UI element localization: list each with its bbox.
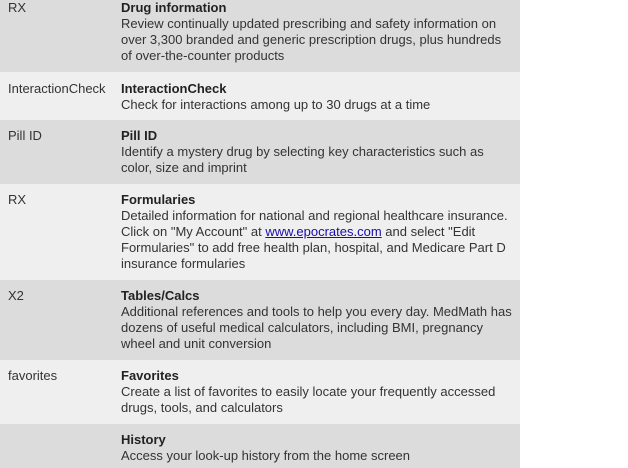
description-text: and select "Edit Formularies" to add free health plan, hospital, and Medicare Part D insurance formularies [121,224,506,271]
table-row [0,120,520,184]
feature-title: InteractionCheck [121,81,227,96]
table-row [0,184,520,280]
feature-cell [121,72,520,120]
history-icon [0,424,121,468]
rx-icon: RX [8,0,27,15]
description-text: Detailed information for national and regional healthcare insurance. Click on "My Account" at [121,208,508,239]
feature-description [121,208,514,272]
interaction-check-icon: InteractionCheck [8,81,106,96]
feature-title: Formularies [121,192,196,207]
feature-description: Access your look-up history from the home screen [121,448,411,463]
table-row [0,0,520,72]
feature-cell [121,360,520,424]
feature-cell [121,280,520,360]
feature-cell [121,184,520,280]
feature-cell [121,120,520,184]
table-row [0,424,520,468]
table-row [0,280,520,360]
x2-icon: X2 [8,288,24,303]
feature-description: Review continually updated prescribing and safety information on over 3,300 branded and generic prescription drugs, plus hundreds of over-the-counter products [121,16,502,63]
feature-description: Check for interactions among up to 30 drugs at a time [121,97,431,112]
table-row [0,360,520,424]
pill-id-icon: Pill ID [8,128,42,143]
feature-description: Create a list of favorites to easily locate your frequently accessed drugs, tools, and calculators [121,384,496,415]
feature-title: Drug information [121,0,227,15]
feature-title: History [121,432,166,447]
rx-icon: RX [8,192,27,207]
feature-title: Pill ID [121,128,158,143]
feature-title: Favorites [121,368,179,383]
favorites-icon: favorites [8,368,58,383]
feature-cell [121,424,520,468]
epocrates-link[interactable]: www.epocrates.com [265,224,382,239]
feature-description: Identify a mystery drug by selecting key characteristics such as color, size and imprint [121,144,484,175]
feature-cell [121,0,520,72]
feature-title: Tables/Calcs [121,288,200,303]
feature-description: Additional references and tools to help you every day. MedMath has dozens of useful medical calculators, including BMI, pregnancy wheel and unit conversion [121,304,512,351]
table-row [0,72,520,120]
